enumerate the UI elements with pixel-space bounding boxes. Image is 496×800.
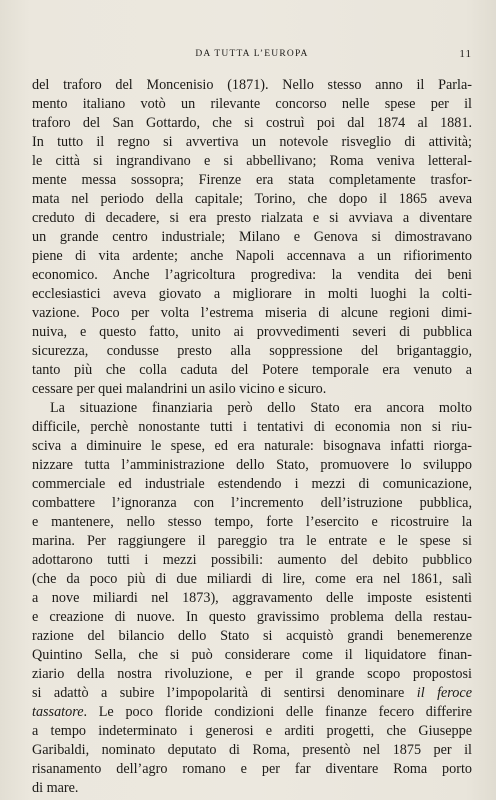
text-line: economico. Anche l’agricoltura progrediva: la vendita dei beni	[32, 267, 472, 283]
text-line: le città si ingrandivano e si abbellivano; Roma veniva letteral-	[32, 153, 472, 169]
italic-phrase: tassatore	[32, 704, 84, 720]
text-line: mento italiano votò un rilevante concorso nelle spese per il	[32, 96, 472, 112]
text-line: (che da poco più di due miliardi di lire, come era nel 1861, salì	[32, 571, 472, 587]
text-line: vazione. Poco per volta l’estrema miseria di alcune regioni dimi-	[32, 305, 472, 321]
text-line: ziario della nostra rivoluzione, e per il grande scopo propostosi	[32, 666, 472, 682]
text-line: mata nel periodo della capitale; Torino, che dopo il 1865 aveva	[32, 191, 472, 207]
text-line: In tutto il regno si avvertiva un notevole risveglio di attività;	[32, 134, 472, 150]
text-line: risanamento dell’agro romano e per far diventare Roma porto	[32, 761, 472, 777]
text-line: nizzare tutta l’amministrazione dello Stato, promuovere lo sviluppo	[32, 457, 472, 473]
text-line-segment: . Le poco floride condizioni delle finanze fecero differire	[83, 704, 472, 720]
text-line: e creazione di nuove. In questo gravissimo problema della restau-	[32, 609, 472, 625]
text-line	[32, 703, 472, 722]
text-line: un grande centro industriale; Milano e Genova si dimostravano	[32, 229, 472, 245]
text-line: Garibaldi, nominato deputato di Roma, presentò nel 1875 per il	[32, 742, 472, 758]
text-line: combattere l’ignoranza con l’incremento dell’istruzione pubblica,	[32, 495, 472, 511]
text-line: La situazione finanziaria però dello Stato era ancora molto	[50, 400, 472, 416]
page-number: 11	[459, 48, 472, 60]
text-line: commerciale ed industriale estendendo i mezzi di comunicazione,	[32, 476, 472, 492]
text-line: cessare per quei malandrini un asilo vicino e sicuro.	[32, 381, 327, 397]
text-line: razione del bilancio dello Stato si acquistò grandi benemerenze	[32, 628, 472, 644]
italic-phrase: il feroce	[416, 685, 472, 701]
paragraph-2	[32, 399, 472, 798]
text-line: Quintino Sella, che si può considerare come il liquidatore finan-	[32, 647, 472, 663]
text-line: mente messa sossopra; Firenze era stata completamente trasfor-	[32, 172, 472, 188]
text-line: sciva a diminuire le spese, ed era naturale: bisognava infatti riorga-	[32, 438, 472, 454]
text-line: piene di vita ardente; anche Napoli accennava a un rifiorimento	[32, 248, 472, 264]
text-line: traforo del San Gottardo, che si costruì poi dal 1874 al 1881.	[32, 115, 472, 131]
text-line: a nove miliardi nel 1873), aggravamento delle imposte esistenti	[32, 590, 472, 606]
text-line: tanto più che colla caduta del Potere temporale era venuto a	[32, 362, 472, 378]
text-line: creduto di decadere, si era presto rialzata e si avviava a diventare	[32, 210, 472, 226]
text-line: sicurezza, condusse presto alla soppressione del brigantaggio,	[32, 343, 472, 359]
text-line: ecclesiastici aveva giovato a migliorare in molti luoghi la colti-	[32, 286, 472, 302]
text-line: e mantenere, nello stesso tempo, forte l’esercito e ricostruire la	[32, 514, 472, 530]
text-line: a tempo indeterminato i generosi e arditi progetti, che Giuseppe	[32, 723, 472, 739]
text-line: nuiva, e questo fatto, unito ai provvedimenti severi di pubblica	[32, 324, 472, 340]
text-line: marina. Per raggiungere il pareggio tra le entrate e le spese si	[32, 533, 472, 549]
paragraph-1	[32, 76, 472, 399]
body-text	[32, 76, 472, 798]
text-line	[32, 684, 472, 703]
running-head	[32, 49, 472, 63]
running-title: DA TUTTA L’EUROPA	[195, 49, 309, 59]
text-line: adottarono tutti i mezzi possibili: aumento del debito pubblico	[32, 552, 472, 568]
text-line-segment: si adattò a subire l’impopolarità di sentirsi denominare	[32, 685, 405, 701]
text-line: difficile, perchè nonostante tutti i tentativi di economia non si riu-	[32, 419, 472, 435]
text-line: di mare.	[32, 780, 79, 796]
text-line: del traforo del Moncenisio (1871). Nello stesso anno il Parla-	[32, 77, 472, 93]
